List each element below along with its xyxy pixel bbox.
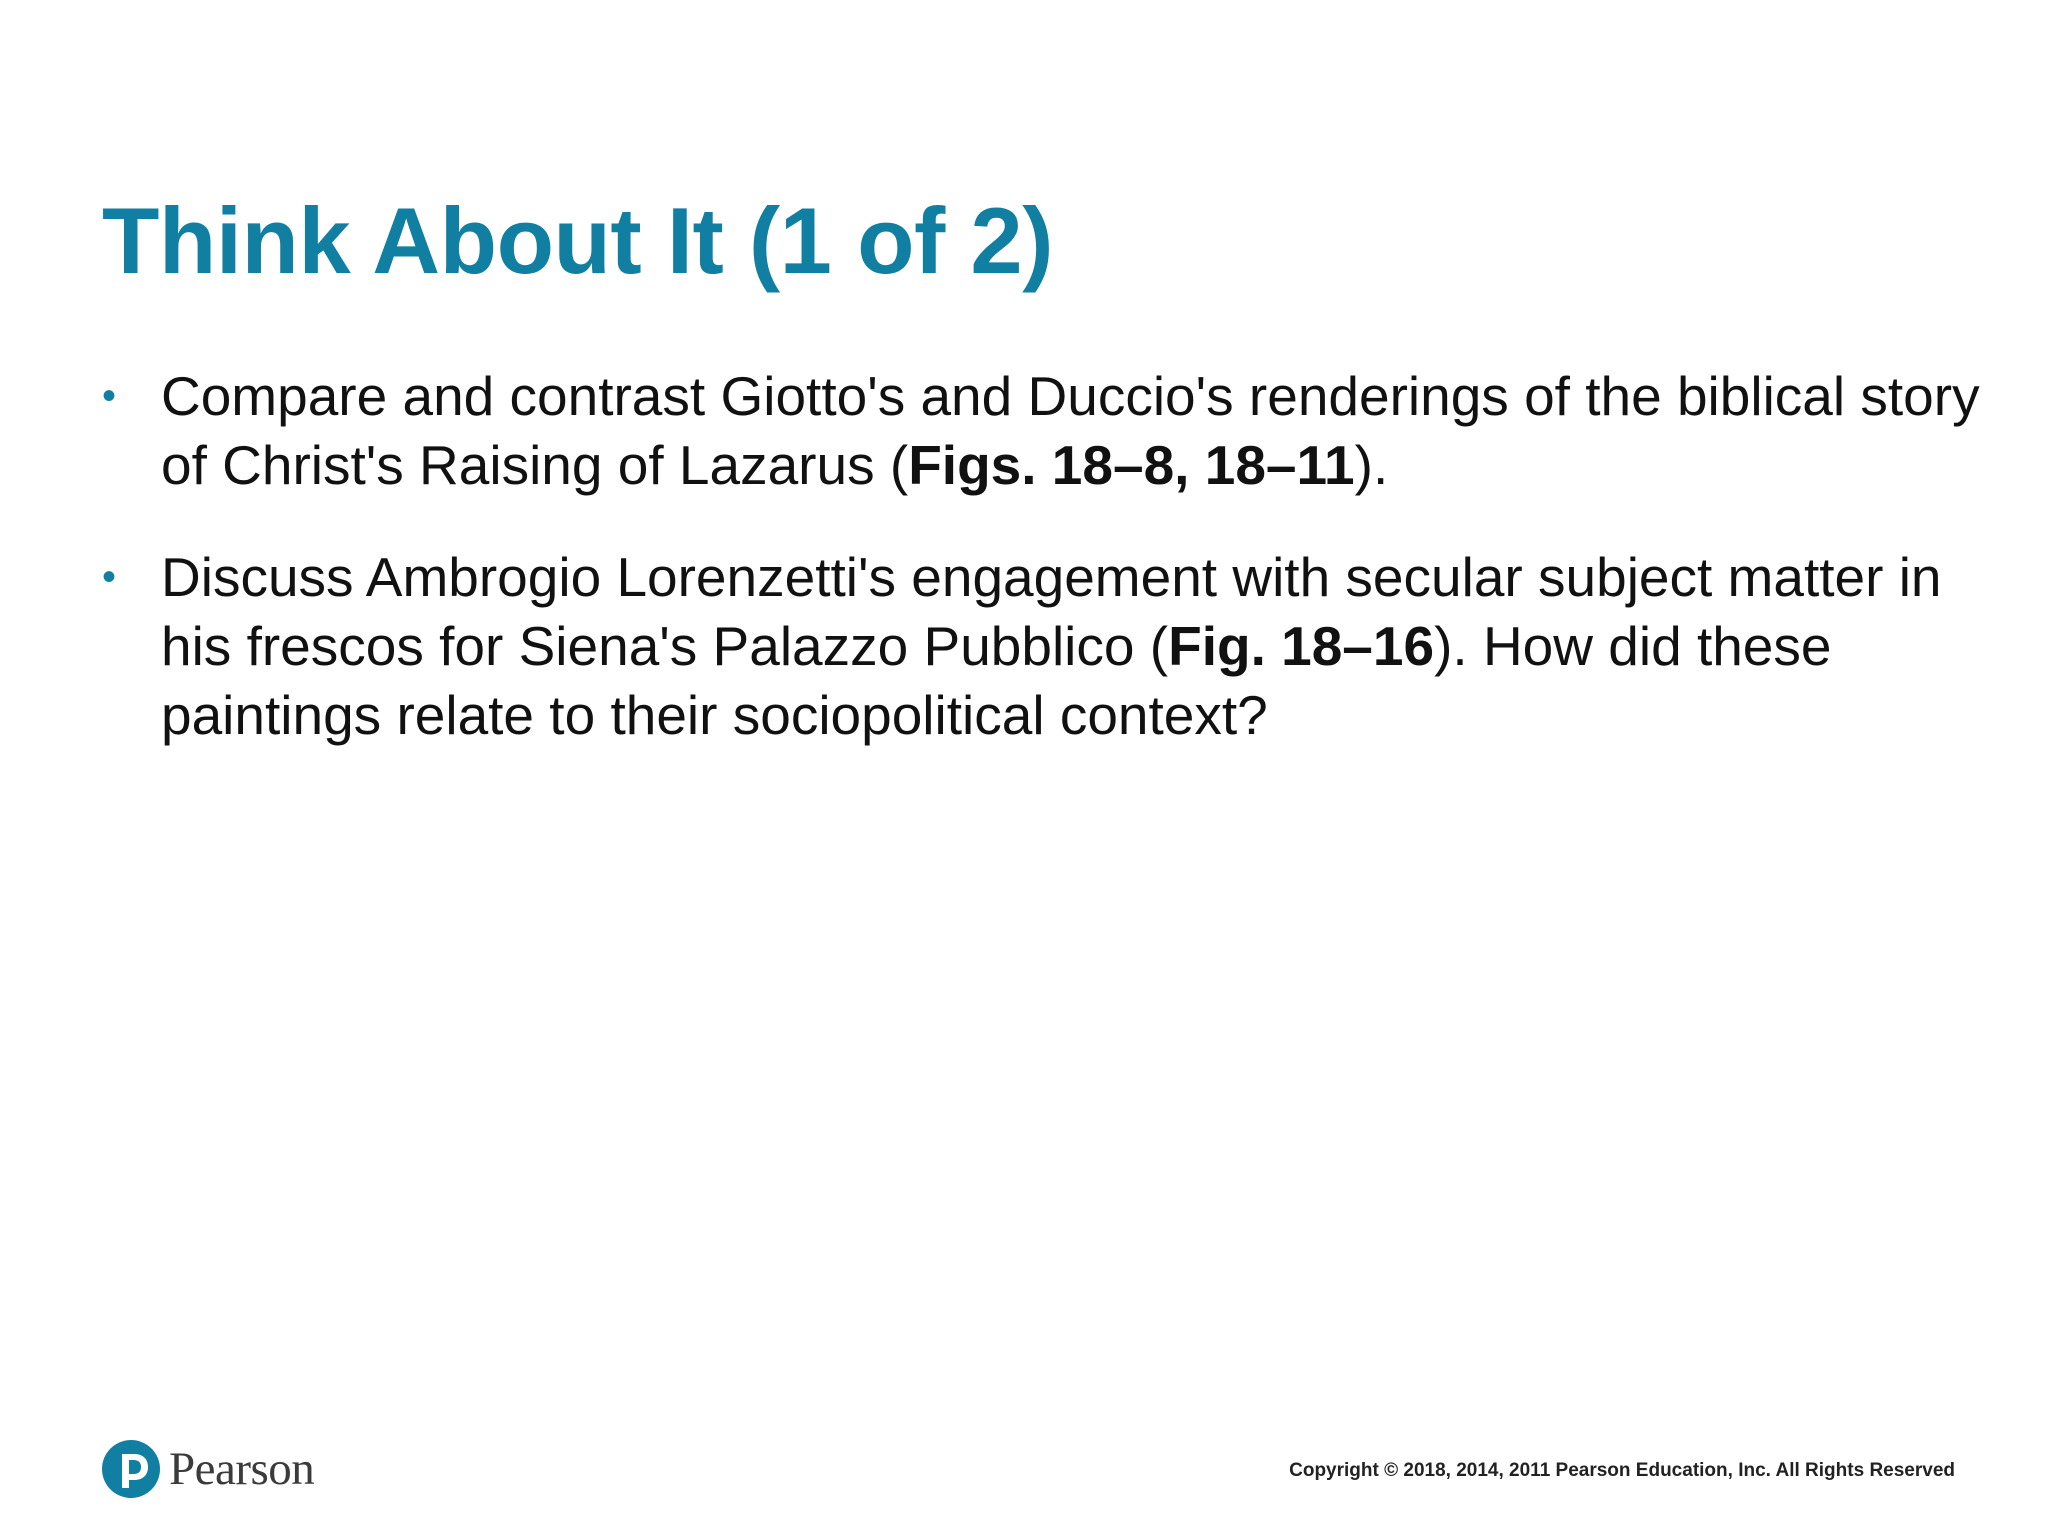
bullet-item-2 [102,543,1982,750]
bullet-marker: • [102,555,117,599]
bullet-item-1 [102,362,1982,500]
pearson-logo [102,1436,314,1502]
bullet-text: Discuss Ambrogio Lorenzetti's engagement with secular subject matter in his frescos for Siena's Palazzo Pubblico ( [161,546,1942,677]
figure-reference: Figs. 18–8, 18–11 [908,434,1355,496]
slide-title: Think About It (1 of 2) [102,188,1053,293]
pearson-logo-icon [102,1440,160,1498]
bullet-marker: • [102,374,117,418]
bullet-text-end: ). How did these paintings relate to their sociopolitical context? [161,615,1832,746]
pearson-wordmark: Pearson [169,1443,315,1495]
bullet-list [102,362,1982,793]
copyright-notice: Copyright © 2018, 2014, 2011 Pearson Education, Inc. All Rights Reserved [1289,1460,1955,1481]
figure-reference: Fig. 18–16 [1168,615,1435,677]
bullet-text-end: ). [1354,434,1389,496]
bullet-text: Compare and contrast Giotto's and Duccio's renderings of the biblical story of Christ's Raising of Lazarus ( [161,365,1980,496]
